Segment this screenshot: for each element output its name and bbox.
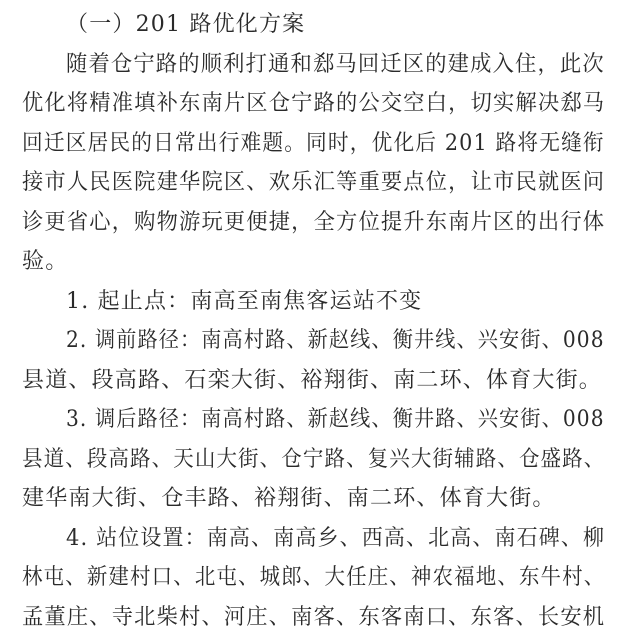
list-item-continuation: 县道、段高路、天山大街、仓宁路、复兴大街辅路、仓盛路、 xyxy=(22,446,606,472)
list-item: 4. 站位设置：南高、南高乡、西高、北高、南石碑、柳 xyxy=(66,525,606,551)
list-item: 2. 调前路径：南高村路、新赵线、衡井线、兴安街、008 xyxy=(66,328,605,353)
section-heading: （一）201 路优化方案 xyxy=(66,12,306,37)
list-item: 1. 起止点：南高至南焦客运站不变 xyxy=(66,288,423,314)
paragraph-line: 优化将精准填补东南片区仓宁路的公交空白，切实解决郄马 xyxy=(22,91,606,116)
list-item-continuation: 孟董庄、寺北柴村、河庄、南客、东客南口、东客、长安机 xyxy=(22,604,606,630)
paragraph-line: 回迁区居民的日常出行难题。同时，优化后 201 路将无缝衔 xyxy=(22,130,605,156)
list-item-continuation: 县道、段高路、石栾大街、裕翔街、南二环、体育大街。 xyxy=(22,367,603,393)
paragraph-line: 验。 xyxy=(22,249,69,274)
paragraph-line: 随着仓宁路的顺利打通和郄马回迁区的建成入住，此次 xyxy=(66,51,605,77)
paragraph-line: 诊更省心，购物游玩更便捷，全方位提升东南片区的出行体 xyxy=(22,209,606,235)
list-item-continuation: 建华南大街、仓丰路、裕翔街、南二环、体育大街。 xyxy=(22,486,556,511)
paragraph-line: 接市人民医院建华院区、欢乐汇等重要点位，让市民就医问 xyxy=(22,170,606,195)
list-item-continuation: 林屯、新建村口、北屯、城郎、大任庄、神农福地、东牛村、 xyxy=(22,565,606,590)
list-item: 3. 调后路径：南高村路、新赵线、衡井路、兴安街、008 xyxy=(66,407,605,432)
